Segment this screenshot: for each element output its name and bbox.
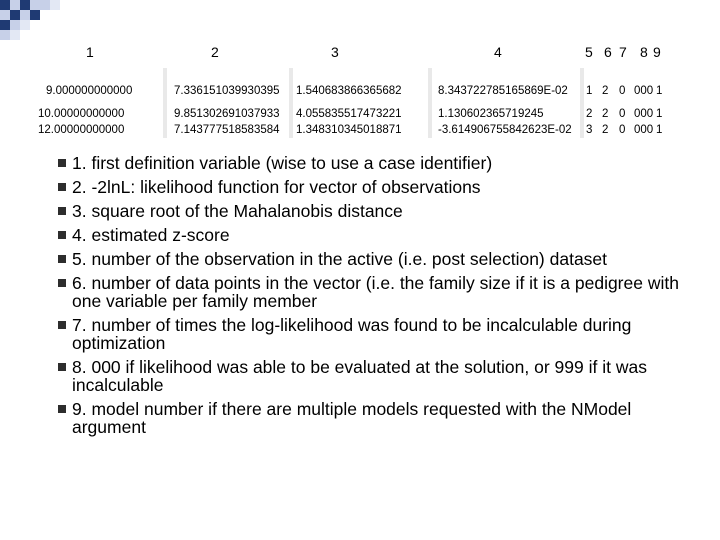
table-cell: 000: [634, 124, 654, 136]
table-cell: 10.00000000000: [38, 108, 125, 120]
table-cell: 1.348310345018871: [296, 124, 402, 136]
list-item-text: 7. number of times the log-likelihood was found to be incalculable during optimization: [72, 315, 632, 353]
list-item: [58, 178, 708, 196]
column-header: 2: [211, 44, 219, 60]
square-bullet-icon: [58, 231, 66, 239]
table-cell: 1: [656, 85, 663, 97]
list-item: [58, 358, 708, 394]
table-cell: 8.343722785165869E-02: [438, 85, 568, 97]
corner-square: [10, 0, 20, 10]
column-separator: [163, 68, 167, 138]
table-cell: 000: [634, 108, 654, 120]
table-cell: -3.614906755842623E-02: [438, 124, 572, 136]
list-item: [58, 250, 708, 268]
table-cell: 7.336151039930395: [174, 85, 280, 97]
table-cell: 12.00000000000: [38, 124, 125, 136]
table-cell: 4.055835517473221: [296, 108, 402, 120]
corner-square: [0, 20, 10, 30]
column-header: 5: [585, 44, 593, 60]
square-bullet-icon: [58, 363, 66, 371]
square-bullet-icon: [58, 207, 66, 215]
corner-square: [10, 30, 20, 40]
list-item: [58, 202, 708, 220]
list-item-text: 5. number of the observation in the active (i.e. post selection) dataset: [72, 249, 608, 269]
list-item-text: 3. square root of the Mahalanobis distance: [72, 201, 403, 221]
list-item-text: 6. number of data points in the vector (i.e. the family size if it is a pedigree with one variable per family member: [72, 273, 679, 311]
column-header: 4: [494, 44, 502, 60]
table-cell: 000: [634, 85, 654, 97]
corner-square: [0, 30, 10, 40]
corner-square: [20, 0, 30, 10]
column-header: 6: [604, 44, 612, 60]
corner-square: [10, 20, 20, 30]
table-cell: 7.143777518583584: [174, 124, 280, 136]
corner-square: [20, 10, 30, 20]
column-separator: [428, 68, 432, 138]
table-cell: 0: [619, 108, 626, 120]
list-item-text: 2. -2lnL: likelihood function for vector of observations: [72, 177, 481, 197]
square-bullet-icon: [58, 321, 66, 329]
column-header: 3: [331, 44, 339, 60]
table-cell: 2: [602, 124, 609, 136]
column-header: 9: [653, 44, 661, 60]
list-item-text: 1. first definition variable (wise to use a case identifier): [72, 153, 493, 173]
corner-square: [30, 0, 40, 10]
column-header: 7: [619, 44, 627, 60]
table-cell: 9.000000000000: [46, 85, 133, 97]
list-item: [58, 400, 708, 436]
list-item-text: 4. estimated z-score: [72, 225, 230, 245]
corner-square: [40, 0, 50, 10]
square-bullet-icon: [58, 183, 66, 191]
table-cell: 1.540683866365682: [296, 85, 402, 97]
list-item: [58, 316, 708, 352]
table-cell: 1: [656, 124, 663, 136]
table-cell: 2: [602, 108, 609, 120]
table-cell: 0: [619, 85, 626, 97]
table-cell: 9.851302691037933: [174, 108, 280, 120]
table-cell: 1: [656, 108, 663, 120]
corner-square: [10, 10, 20, 20]
list-item: [58, 226, 708, 244]
square-bullet-icon: [58, 279, 66, 287]
column-header: 8: [640, 44, 648, 60]
table-cell: 2: [602, 85, 609, 97]
square-bullet-icon: [58, 405, 66, 413]
table-header: [0, 44, 720, 64]
corner-square: [20, 20, 30, 30]
column-separator: [580, 68, 584, 138]
column-separator: [289, 68, 293, 138]
table-cell: 3: [586, 124, 593, 136]
corner-square: [0, 10, 10, 20]
list-item: [58, 274, 708, 310]
corner-decoration: [0, 0, 60, 46]
list-item-text: 8. 000 if likelihood was able to be evaluated at the solution, or 999 if it was incalculable: [72, 357, 647, 395]
corner-square: [0, 0, 10, 10]
square-bullet-icon: [58, 159, 66, 167]
table-cell: 1: [586, 85, 593, 97]
column-header: 1: [86, 44, 94, 60]
column-descriptions-list: [58, 154, 708, 442]
table-cell: 0: [619, 124, 626, 136]
corner-square: [50, 0, 60, 10]
list-item: [58, 154, 708, 172]
corner-square: [30, 10, 40, 20]
table-cell: 2: [586, 108, 593, 120]
square-bullet-icon: [58, 255, 66, 263]
table-cell: 1.130602365719245: [438, 108, 544, 120]
list-item-text: 9. model number if there are multiple models requested with the NModel argument: [72, 399, 632, 437]
